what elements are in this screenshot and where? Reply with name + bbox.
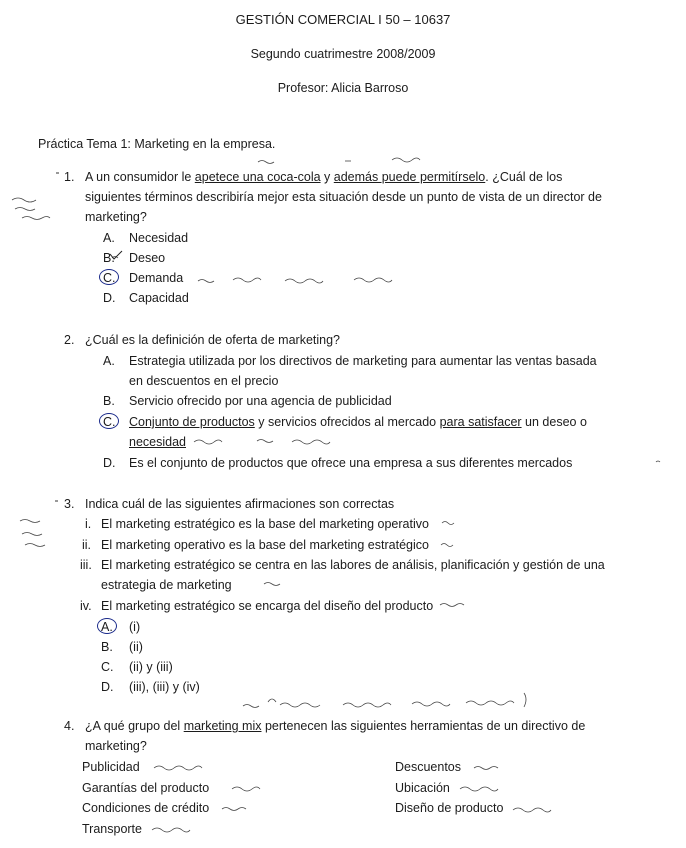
option-text: Necesidad (129, 231, 189, 245)
question-text-line: siguientes términos describiría mejor esta situación desde un punto de vista de un director de (85, 190, 602, 204)
handwriting-scribble (198, 280, 214, 283)
question-number: 3. (64, 497, 75, 511)
text-segment: . ¿Cuál de los (485, 170, 563, 184)
text-segment: ¿A qué grupo del (85, 719, 184, 733)
option-letter: D. (103, 291, 116, 305)
handwriting-scribble (257, 440, 273, 443)
text-segment: y (320, 170, 334, 184)
tool-item: Publicidad (82, 760, 140, 774)
option-text: (i) (129, 620, 141, 634)
handwriting-scribble (280, 703, 320, 707)
tool-item: Condiciones de crédito (82, 801, 210, 815)
option-text: Es el conjunto de productos que ofrece una empresa a sus diferentes mercados (129, 456, 573, 470)
underlined-text: además puede permitírselo (333, 170, 486, 184)
statement-number: iii. (80, 558, 92, 572)
statement-number: iv. (80, 599, 92, 613)
underlined-text: Conjunto de productos (129, 415, 255, 429)
handwriting-scribble (466, 701, 514, 705)
text-segment: y servicios ofrecidos al mercado (254, 415, 440, 429)
text-segment: un deseo o (521, 415, 587, 429)
handwriting-scribble (656, 461, 660, 462)
handwriting-scribble (285, 279, 323, 283)
option-text: (iii), (iii) y (iv) (129, 680, 200, 694)
option-letter: D. (103, 456, 116, 470)
underlined-text: marketing mix (183, 719, 262, 733)
option-text: Capacidad (129, 291, 189, 305)
handwriting-scribble (524, 693, 526, 707)
handwriting-scribble (15, 208, 35, 211)
statement-number: ii. (82, 538, 92, 552)
handwriting-scribble (22, 533, 42, 536)
option-letter: C. (103, 271, 116, 285)
text-segment: A un consumidor le (85, 170, 195, 184)
tool-item: Descuentos (395, 760, 462, 774)
handwriting-scribble (474, 767, 498, 770)
underlined-text: necesidad (129, 435, 186, 449)
handwriting-scribble (154, 766, 202, 770)
option-letter: B. (103, 394, 115, 408)
handwriting-scribble (20, 520, 40, 523)
option-letter: B. (103, 251, 115, 265)
option-text: Demanda (129, 271, 184, 285)
question-number: 1. (64, 170, 75, 184)
handwriting-scribble (264, 583, 280, 586)
tool-item: Ubicación (395, 781, 450, 795)
handwriting-scribble (22, 217, 50, 220)
handwriting-scribble (268, 699, 276, 702)
option-letter: C. (101, 660, 114, 674)
professor-name: Profesor: Alicia Barroso (277, 81, 409, 95)
question-number: 4. (64, 719, 75, 733)
option-letter: B. (101, 640, 113, 654)
handwriting-scribble (25, 544, 45, 547)
handwriting-scribble (243, 705, 259, 708)
question-text-line: marketing? (85, 210, 147, 224)
handwriting-scribble (12, 198, 36, 202)
question-text-line: marketing? (85, 739, 147, 753)
option-letter: D. (101, 680, 114, 694)
tool-item: Garantías del producto (82, 781, 210, 795)
underlined-text: para satisfacer (439, 415, 522, 429)
text-segment: pertenecen las siguientes herramientas de un directivo de (261, 719, 586, 733)
tool-item: Diseño de producto (395, 801, 504, 815)
tool-item: Transporte (82, 822, 142, 836)
practice-title: Práctica Tema 1: Marketing en la empresa. (38, 137, 276, 151)
option-text: Deseo (129, 251, 166, 265)
handwriting-scribble (441, 544, 453, 547)
option-letter: C. (103, 415, 116, 429)
statement-text: estrategia de marketing (101, 578, 232, 592)
handwriting-scribble (292, 440, 330, 444)
statement-text: El marketing estratégico se centra en las labores de análisis, planificación y gestión de una (101, 558, 605, 572)
handwriting-scribble (194, 440, 222, 444)
handwriting-scribble (440, 604, 464, 607)
option-text: Servicio ofrecido por una agencia de publicidad (129, 394, 392, 408)
handwriting-scribble (513, 808, 551, 812)
underlined-text: apetece una coca-cola (194, 170, 321, 184)
statement-text: El marketing operativo es la base del marketing estratégico (101, 538, 429, 552)
semester-subtitle: Segundo cuatrimestre 2008/2009 (250, 47, 436, 61)
handwriting-scribble (258, 161, 274, 164)
handwriting-scribble (343, 703, 391, 707)
handwriting-scribble (222, 808, 246, 811)
handwriting-scribble (354, 278, 392, 282)
question-number: 2. (64, 333, 75, 347)
handwriting-scribble (412, 702, 450, 706)
option-letter: A. (103, 354, 115, 368)
question-text: Indica cuál de las siguientes afirmaciones son correctas (85, 497, 395, 511)
course-title: GESTIÓN COMERCIAL I 50 – 10637 (235, 12, 451, 27)
handwriting-scribble (442, 522, 454, 525)
statement-text: El marketing estratégico se encarga del diseño del producto (101, 599, 434, 613)
option-letter: A. (103, 231, 115, 245)
handwriting-scribble (392, 158, 420, 162)
option-text: Estrategia utilizada por los directivos de marketing para aumentar las ventas basada (129, 354, 597, 368)
option-text: en descuentos en el precio (129, 374, 279, 388)
handwriting-scribble (152, 828, 190, 832)
handwriting-scribble (232, 787, 260, 791)
handwriting-scribble (460, 787, 498, 791)
option-letter: A. (101, 620, 113, 634)
statement-number: i. (85, 517, 92, 531)
option-text: (ii) y (iii) (129, 660, 173, 674)
statement-text: El marketing estratégico es la base del marketing operativo (101, 517, 429, 531)
option-text: (ii) (129, 640, 143, 654)
handwriting-scribble (233, 278, 261, 282)
question-text: ¿Cuál es la definición de oferta de marketing? (85, 333, 341, 347)
